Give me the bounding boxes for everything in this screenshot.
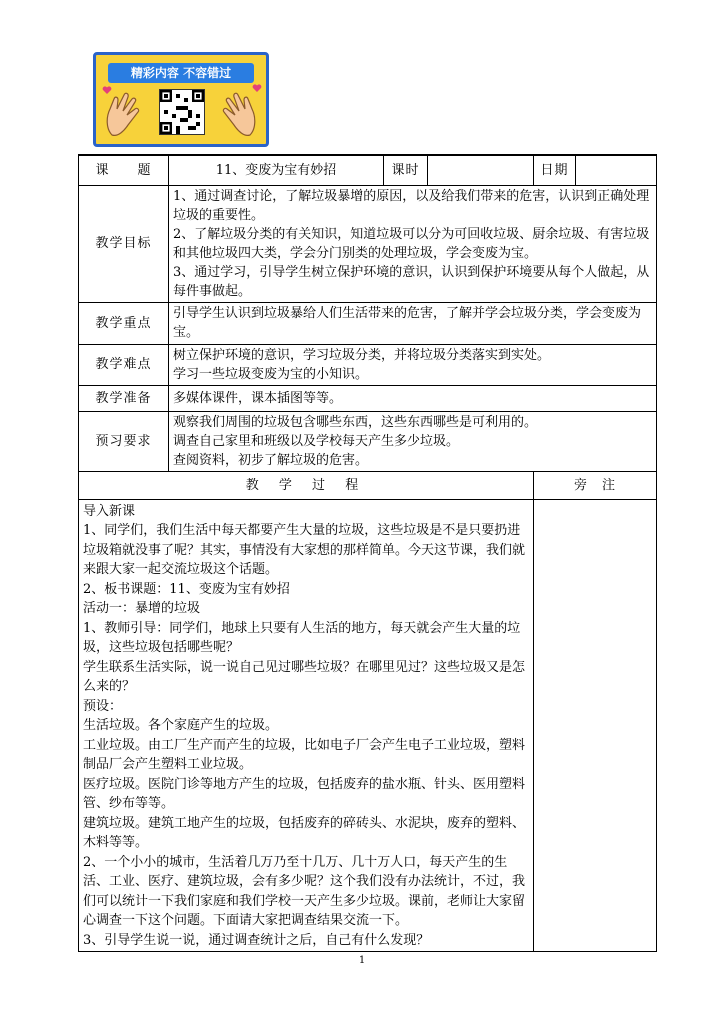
- preview-row: [79, 411, 657, 471]
- banner-title: 精彩内容 不容错过: [108, 63, 254, 83]
- notes-content: [534, 499, 657, 952]
- process-paragraph: 生活垃圾。各个家庭产生的垃圾。: [83, 718, 279, 733]
- preparation-label: 教学准备: [79, 385, 169, 411]
- difficulties-label: 教学难点: [79, 344, 169, 385]
- hours-label: 课时: [384, 155, 428, 185]
- objectives-content: [169, 185, 657, 302]
- page-number: 1: [358, 955, 366, 966]
- notes-label: 旁 注: [534, 471, 657, 499]
- process-paragraph: 工业垃圾。由工厂生产而产生的垃圾，比如电子厂会产生电子工业垃圾，塑料制品厂会产生塑料工业垃圾。: [83, 737, 526, 772]
- qr-code[interactable]: [159, 89, 205, 135]
- process-paragraph: 2、板书课题：11、变废为宝有妙招: [83, 581, 290, 597]
- process-paragraph: 预设：: [83, 698, 123, 714]
- process-row: [79, 499, 657, 952]
- key-points-label: 教学重点: [79, 302, 169, 344]
- process-paragraph: 1、同学们，我们生活中每天都要产生大量的垃圾，这些垃圾是不是只要扔进垃圾箱就没事了呢？其实，事情没有大家想的那样简单。今天这节课，我们就来跟大家一起交流垃圾这个话题。: [83, 523, 526, 577]
- preview-item: 调查自己家里和班级以及学校每天产生多少垃圾。: [173, 433, 460, 449]
- header-row: [79, 155, 657, 185]
- topic-label: 课 题: [79, 155, 169, 185]
- objective-item: 1、通过调查讨论，了解垃圾暴增的原因，以及给我们带来的危害，认识到正确处理垃圾的重要性。: [173, 188, 650, 223]
- process-paragraph: 导入新课: [83, 503, 136, 519]
- topic-value: 11、变废为宝有妙招: [169, 155, 384, 185]
- process-label: 教 学 过 程: [79, 471, 534, 499]
- process-paragraph: 活动一：暴增的垃圾: [83, 601, 201, 616]
- process-content: [79, 499, 534, 952]
- difficulties-row: [79, 344, 657, 385]
- process-paragraph: 3、引导学生说一说，通过调查统计之后，自己有什么发现？: [83, 932, 430, 948]
- preview-item: 查阅资料，初步了解垃圾的危害。: [173, 452, 369, 468]
- difficulties-content: [169, 344, 657, 385]
- preview-label: 预习要求: [79, 411, 169, 471]
- date-label: 日期: [534, 155, 576, 185]
- process-paragraph: 1、教师引导：同学们，地球上只要有人生活的地方，每天就会产生大量的垃圾，这些垃圾包括哪些呢？: [83, 620, 521, 655]
- date-value: [576, 155, 657, 185]
- preparation-row: [79, 385, 657, 411]
- objective-item: 3、通过学习，引导学生树立保护环境的意识，认识到保护环境要从每个人做起，从每件事做起。: [173, 264, 650, 299]
- promo-banner[interactable]: [93, 52, 269, 147]
- process-header-row: [79, 471, 657, 499]
- key-points-row: [79, 302, 657, 344]
- objectives-label: 教学目标: [79, 185, 169, 302]
- objective-item: 2、了解垃圾分类的有关知识，知道垃圾可以分为可回收垃圾、厨余垃圾、有害垃圾和其他垃圾四大类，学会分门别类的处理垃圾，学会变废为宝。: [173, 226, 650, 261]
- process-paragraph: 2、一个小小的城市，生活着几万乃至十几万、几十万人口，每天产生的生活、工业、医疗、建筑垃圾，会有多少呢？这个我们没有办法统计，不过，我们可以统计一下我们家庭和我们学校一天产生多少垃圾。课前，老师让大家留心调查一下这个问题。下面请大家把调查结果交流一下。: [83, 854, 526, 928]
- key-points-content: 引导学生认识到垃圾暴给人们生活带来的危害，了解并学会垃圾分类，学会变废为宝。: [169, 302, 657, 344]
- difficulty-item: 树立保护环境的意识，学习垃圾分类，并将垃圾分类落实到实处。: [173, 347, 551, 363]
- lesson-plan-table: [78, 154, 657, 952]
- process-paragraph: 学生联系生活实际，说一说自己见过哪些垃圾？在哪里见过？这些垃圾又是怎么来的？: [83, 659, 526, 694]
- preparation-content: 多媒体课件，课本插图等等。: [169, 385, 657, 411]
- difficulty-item: 学习一些垃圾变废为宝的小知识。: [173, 366, 369, 382]
- process-paragraph: 建筑垃圾。建筑工地产生的垃圾，包括废弃的碎砖头、水泥块，废弃的塑料、木料等等。: [83, 815, 526, 850]
- preview-content: [169, 411, 657, 471]
- objectives-row: [79, 185, 657, 302]
- clapping-hands-icon: [216, 89, 258, 139]
- hours-value: [428, 155, 534, 185]
- preview-item: 观察我们周围的垃圾包含哪些东西，这些东西哪些是可利用的。: [173, 414, 538, 430]
- clapping-hands-icon: [104, 89, 146, 139]
- process-paragraph: 医疗垃圾。医院门诊等地方产生的垃圾，包括废弃的盐水瓶、针头、医用塑料管、纱布等等。: [83, 776, 526, 811]
